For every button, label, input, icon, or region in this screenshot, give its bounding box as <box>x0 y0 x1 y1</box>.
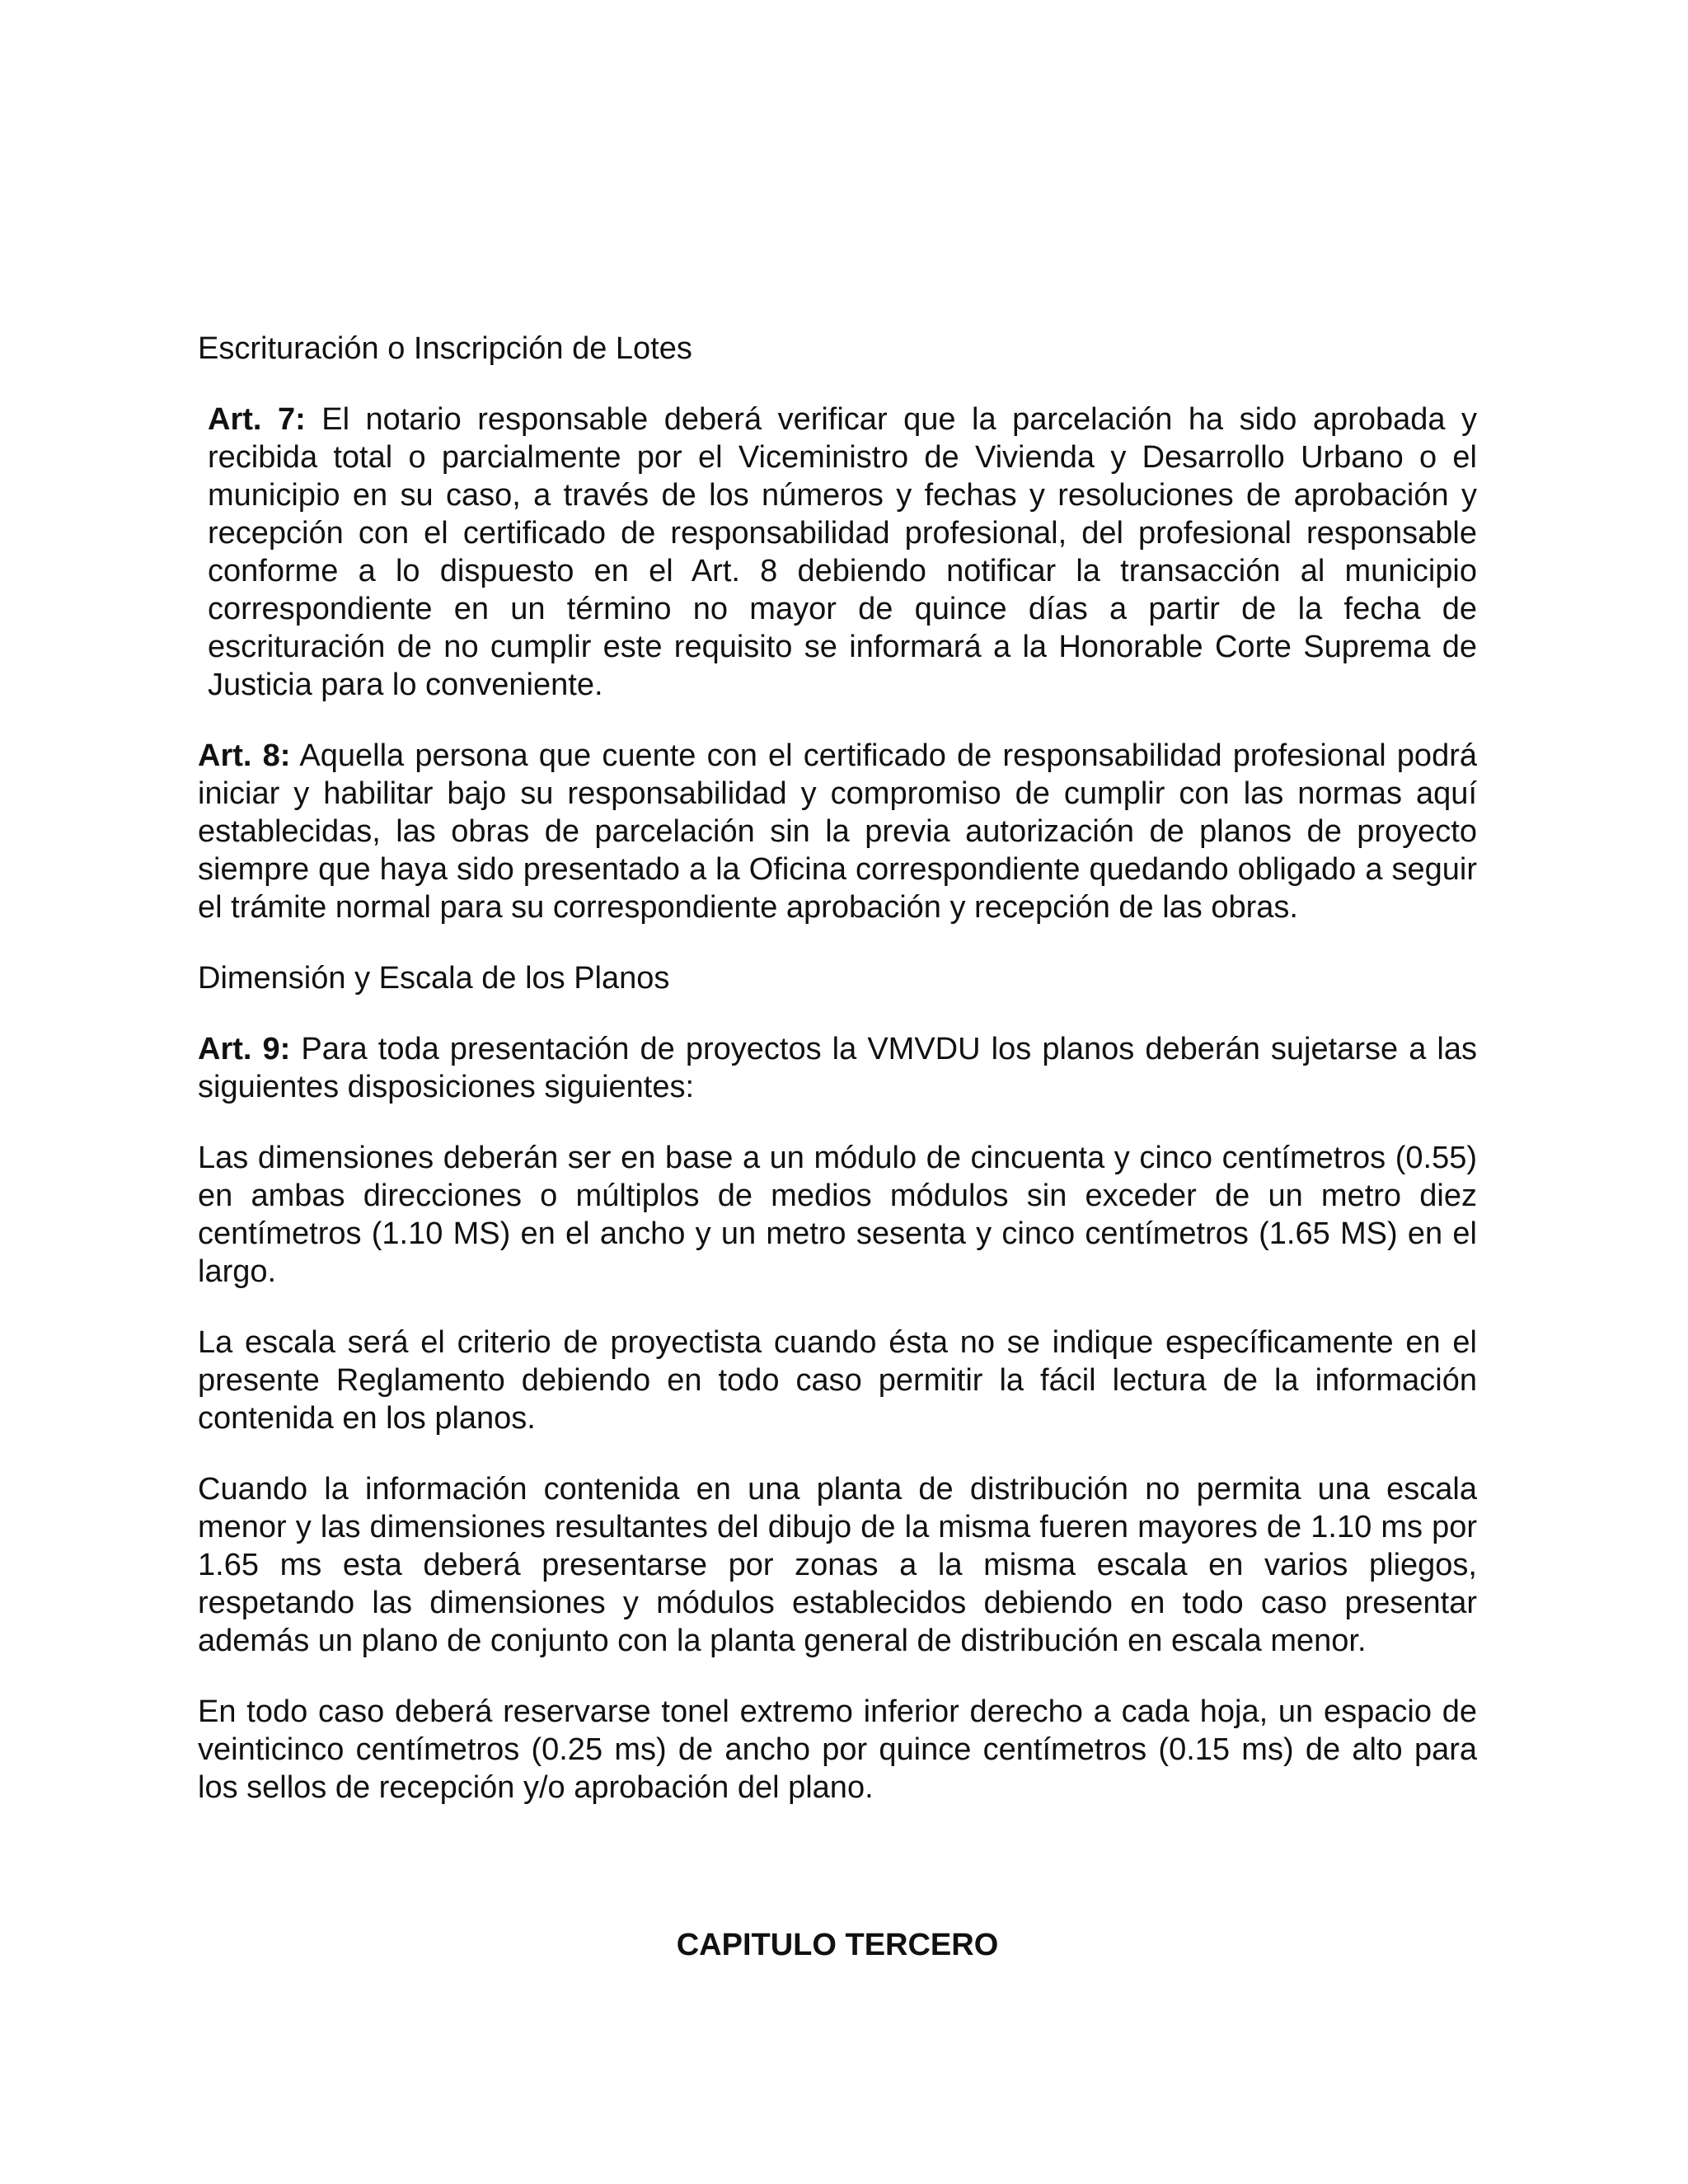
section-heading-lotes: Escrituración o Inscripción de Lotes <box>198 331 692 366</box>
paragraph-sellos: En todo caso deberá reservarse tonel extremo inferior derecho a cada hoja, un espacio de veinticinco centímetros (0.25 ms) de ancho por quince centímetros (0.15 ms) de alto para los sellos de recepción y/o aprobación del plano. <box>198 1694 1477 1805</box>
article-9-text: Para toda presentación de proyectos la VMVDU los planos deberán sujetarse a las siguientes disposiciones siguientes: <box>198 1032 1477 1104</box>
article-7-label: Art. 7: <box>208 402 306 437</box>
article-7-text: El notario responsable deberá verificar que la parcelación ha sido aprobada y recibida total o parcialmente por el Viceministro de Vivienda y Desarrollo Urbano o el municipio en su caso, a través de los números y fechas y resoluciones de aprobación y recepción con el certificado de responsabilidad profesional, del profesional responsable conforme a lo dispuesto en el Art. 8 debiendo notificar la transacción al municipio correspondiente en un término no mayor de quince días a partir de la fecha de escrituración de no cumplir este requisito se informará a la Honorable Corte Suprema de Justicia para lo conveniente. <box>208 402 1477 702</box>
article-8-text: Aquella persona que cuente con el certificado de responsabilidad profesional podrá iniciar y habilitar bajo su responsabilidad y compromiso de cumplir con las normas aquí establecidas, las obras de parcelación sin la previa autorización de planos de proyecto siempre que haya sido presentado a la Oficina correspondiente quedando obligado a seguir el trámite normal para su correspondiente aprobación y recepción de las obras. <box>198 738 1477 925</box>
article-9-label: Art. 9: <box>198 1032 291 1066</box>
article-8 <box>198 737 1477 926</box>
section-heading-planos: Dimensión y Escala de los Planos <box>198 961 670 996</box>
paragraph-planta-distribucion: Cuando la información contenida en una planta de distribución no permita una escala menor y las dimensiones resultantes del dibujo de la misma fueren mayores de 1.10 ms por 1.65 ms esta deberá presentarse por zonas a la misma escala en varios pliegos, respetando las dimensiones y módulos establecidos debiendo en todo caso presentar además un plano de conjunto con la planta general de distribución en escala menor. <box>198 1472 1477 1658</box>
paragraph-escala: La escala será el criterio de proyectista cuando ésta no se indique específicamente en el presente Reglamento debiendo en todo caso permitir la fácil lectura de la información contenida en los planos. <box>198 1325 1477 1436</box>
article-9 <box>198 1030 1477 1106</box>
article-7 <box>198 401 1477 704</box>
chapter-title: CAPITULO TERCERO <box>676 1928 999 1962</box>
document-body <box>198 330 1477 1840</box>
article-8-label: Art. 8: <box>198 738 291 773</box>
paragraph-dimensiones: Las dimensiones deberán ser en base a un módulo de cincuenta y cinco centímetros (0.55) en ambas direcciones o múltiplos de medios módulos sin exceder de un metro diez centímetros (1.10 MS) en el ancho y un metro sesenta y cinco centímetros (1.65 MS) en el largo. <box>198 1141 1477 1289</box>
